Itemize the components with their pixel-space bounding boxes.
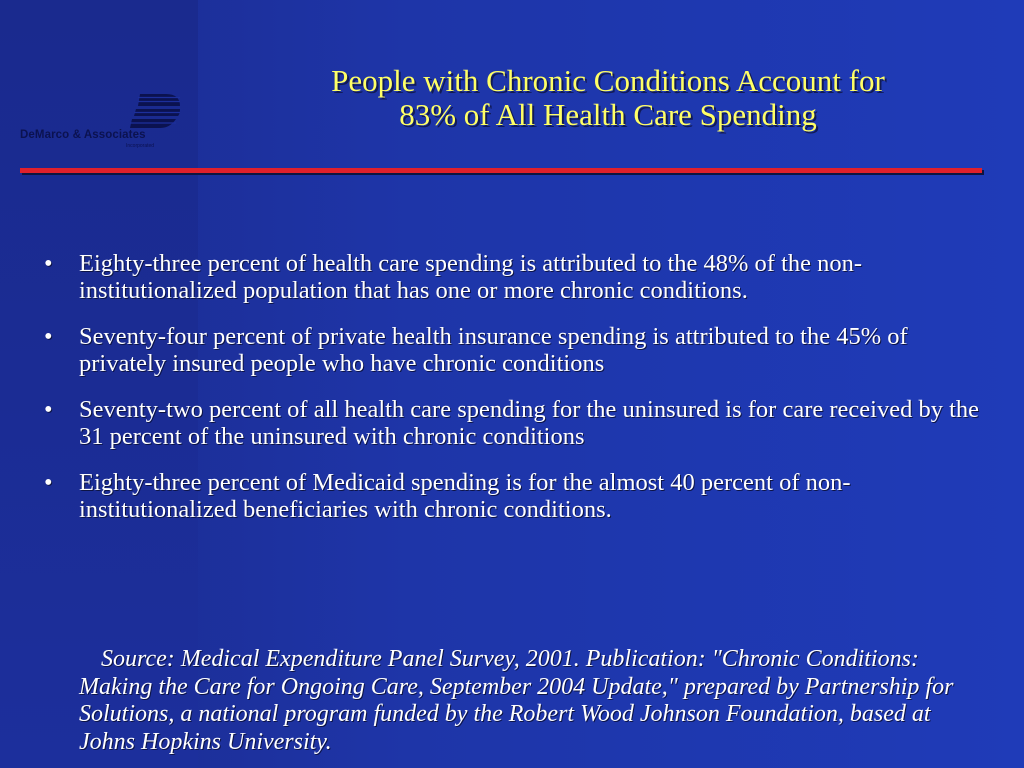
bullet-list xyxy=(44,250,984,542)
bullet-text: Eighty-three percent of health care spending is attributed to the 48% of the non-institutionalized population that has one or more chronic conditions. xyxy=(79,250,863,304)
bullet-text: Seventy-four percent of private health insurance spending is attributed to the 45% of privately insured people who have chronic conditions xyxy=(79,323,908,377)
bullet-icon: • xyxy=(44,250,53,277)
company-logo xyxy=(20,92,180,152)
logo-mark-icon xyxy=(130,92,182,130)
bullet-icon: • xyxy=(44,469,53,496)
title-divider xyxy=(20,168,982,173)
bullet-text: Eighty-three percent of Medicaid spending is for the almost 40 percent of non-institutionalized beneficiaries with chronic conditions. xyxy=(79,469,851,523)
source-citation: Source: Medical Expenditure Panel Survey, 2001. Publication: "Chronic Conditions: Making the Care for Ongoing Care, September 2004 Update," prepared by Partnership for Solutions, a national program funded by the Robert Wood Johnson Foundation, based at Johns Hopkins University. xyxy=(79,646,954,755)
slide-title-line-2: 83% of All Health Care Spending xyxy=(399,97,817,132)
bullet-icon: • xyxy=(44,396,53,423)
bullet-icon: • xyxy=(44,323,53,350)
logo-subtitle: Incorporated xyxy=(126,143,155,149)
bullet-item xyxy=(44,396,984,450)
bullet-item xyxy=(44,323,984,377)
logo-name: DeMarco & Associates xyxy=(20,129,146,141)
bullet-item xyxy=(44,469,984,523)
slide-title xyxy=(218,64,998,132)
bullet-item xyxy=(44,250,984,304)
bullet-text: Seventy-two percent of all health care spending for the uninsured is for care received by the 31 percent of the uninsured with chronic conditions xyxy=(79,396,980,450)
slide-title-line-1: People with Chronic Conditions Account for xyxy=(331,63,885,98)
